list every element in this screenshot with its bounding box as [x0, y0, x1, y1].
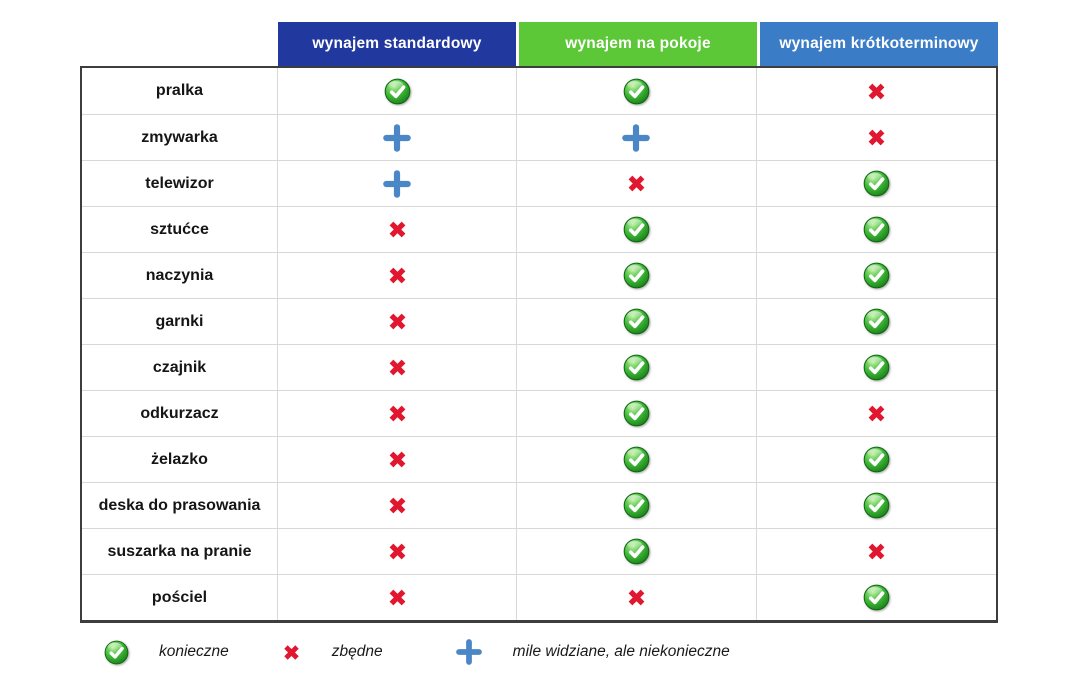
table-row [82, 114, 996, 160]
icon-cell [757, 575, 996, 620]
header-cell-krotkoterminowy: wynajem krótkoterminowy [760, 22, 998, 66]
cross-icon [386, 540, 409, 563]
icon-cell [517, 345, 756, 390]
icon-cell [517, 253, 756, 298]
cross-icon [386, 494, 409, 517]
icon-cell [757, 345, 996, 390]
cross-icon [281, 642, 302, 663]
comparison-table [80, 22, 998, 623]
icon-cell [517, 299, 756, 344]
check-icon [623, 354, 650, 381]
icon-cell [757, 391, 996, 436]
cross-icon [865, 402, 888, 425]
icon-cell [757, 299, 996, 344]
icon-cell [517, 207, 756, 252]
icon-cell [278, 345, 517, 390]
table-header [278, 22, 998, 66]
row-label: pralka [82, 68, 278, 114]
table-row [82, 390, 996, 436]
legend-icon-holder [281, 642, 302, 663]
plus-icon [455, 638, 483, 666]
check-icon [623, 538, 650, 565]
check-icon [104, 640, 129, 665]
icon-cell [278, 207, 517, 252]
icon-cell [278, 529, 517, 574]
cross-icon [386, 402, 409, 425]
row-label: żelazko [82, 437, 278, 482]
check-icon [863, 308, 890, 335]
cross-icon [865, 540, 888, 563]
row-label: czajnik [82, 345, 278, 390]
cross-icon [386, 310, 409, 333]
icon-cell [278, 483, 517, 528]
legend [104, 638, 730, 666]
check-icon [623, 492, 650, 519]
table-row [82, 68, 996, 114]
legend-label: zbędne [331, 643, 383, 660]
icon-cell [278, 115, 517, 160]
icon-cell [278, 68, 517, 114]
row-label: odkurzacz [82, 391, 278, 436]
cross-icon [386, 356, 409, 379]
legend-icon-holder [455, 638, 483, 666]
row-label: deska do prasowania [82, 483, 278, 528]
row-label: zmywarka [82, 115, 278, 160]
plus-icon [621, 123, 651, 153]
check-icon [623, 400, 650, 427]
icon-cell [757, 207, 996, 252]
row-label: pościel [82, 575, 278, 620]
header-cell-standardowy: wynajem standardowy [278, 22, 516, 66]
legend-item [455, 638, 730, 666]
cross-icon [386, 448, 409, 471]
icon-cell [278, 161, 517, 206]
row-label: suszarka na pranie [82, 529, 278, 574]
plus-icon [382, 169, 412, 199]
legend-item [104, 640, 229, 665]
table-row [82, 574, 996, 620]
plus-icon [382, 123, 412, 153]
check-icon [863, 216, 890, 243]
icon-cell [757, 483, 996, 528]
header-cell-na-pokoje: wynajem na pokoje [519, 22, 757, 66]
icon-cell [757, 437, 996, 482]
table-row [82, 482, 996, 528]
check-icon [863, 492, 890, 519]
table-row [82, 160, 996, 206]
row-label: sztućce [82, 207, 278, 252]
row-label: garnki [82, 299, 278, 344]
check-icon [623, 446, 650, 473]
table-row [82, 298, 996, 344]
legend-icon-holder [104, 640, 129, 665]
row-label: telewizor [82, 161, 278, 206]
icon-cell [517, 391, 756, 436]
icon-cell [757, 161, 996, 206]
check-icon [863, 262, 890, 289]
icon-cell [517, 115, 756, 160]
table-row [82, 252, 996, 298]
check-icon [384, 78, 411, 105]
icon-cell [278, 437, 517, 482]
icon-cell [278, 575, 517, 620]
icon-cell [517, 68, 756, 114]
check-icon [863, 446, 890, 473]
table-row [82, 528, 996, 574]
icon-cell [757, 529, 996, 574]
check-icon [863, 170, 890, 197]
check-icon [863, 584, 890, 611]
check-icon [623, 78, 650, 105]
icon-cell [278, 391, 517, 436]
cross-icon [625, 172, 648, 195]
legend-label: mile widziane, ale niekonieczne [512, 643, 730, 660]
cross-icon [386, 218, 409, 241]
check-icon [863, 354, 890, 381]
cross-icon [386, 264, 409, 287]
legend-item [281, 642, 383, 663]
icon-cell [757, 253, 996, 298]
cross-icon [625, 586, 648, 609]
icon-cell [517, 483, 756, 528]
cross-icon [386, 586, 409, 609]
check-icon [623, 216, 650, 243]
check-icon [623, 262, 650, 289]
table-body [80, 66, 998, 623]
icon-cell [517, 575, 756, 620]
row-label: naczynia [82, 253, 278, 298]
icon-cell [517, 529, 756, 574]
legend-label: konieczne [159, 643, 229, 660]
cross-icon [865, 126, 888, 149]
check-icon [623, 308, 650, 335]
icon-cell [517, 161, 756, 206]
table-row [82, 344, 996, 390]
icon-cell [278, 299, 517, 344]
table-row [82, 206, 996, 252]
cross-icon [865, 80, 888, 103]
table-row [82, 436, 996, 482]
icon-cell [757, 115, 996, 160]
icon-cell [757, 68, 996, 114]
icon-cell [517, 437, 756, 482]
icon-cell [278, 253, 517, 298]
